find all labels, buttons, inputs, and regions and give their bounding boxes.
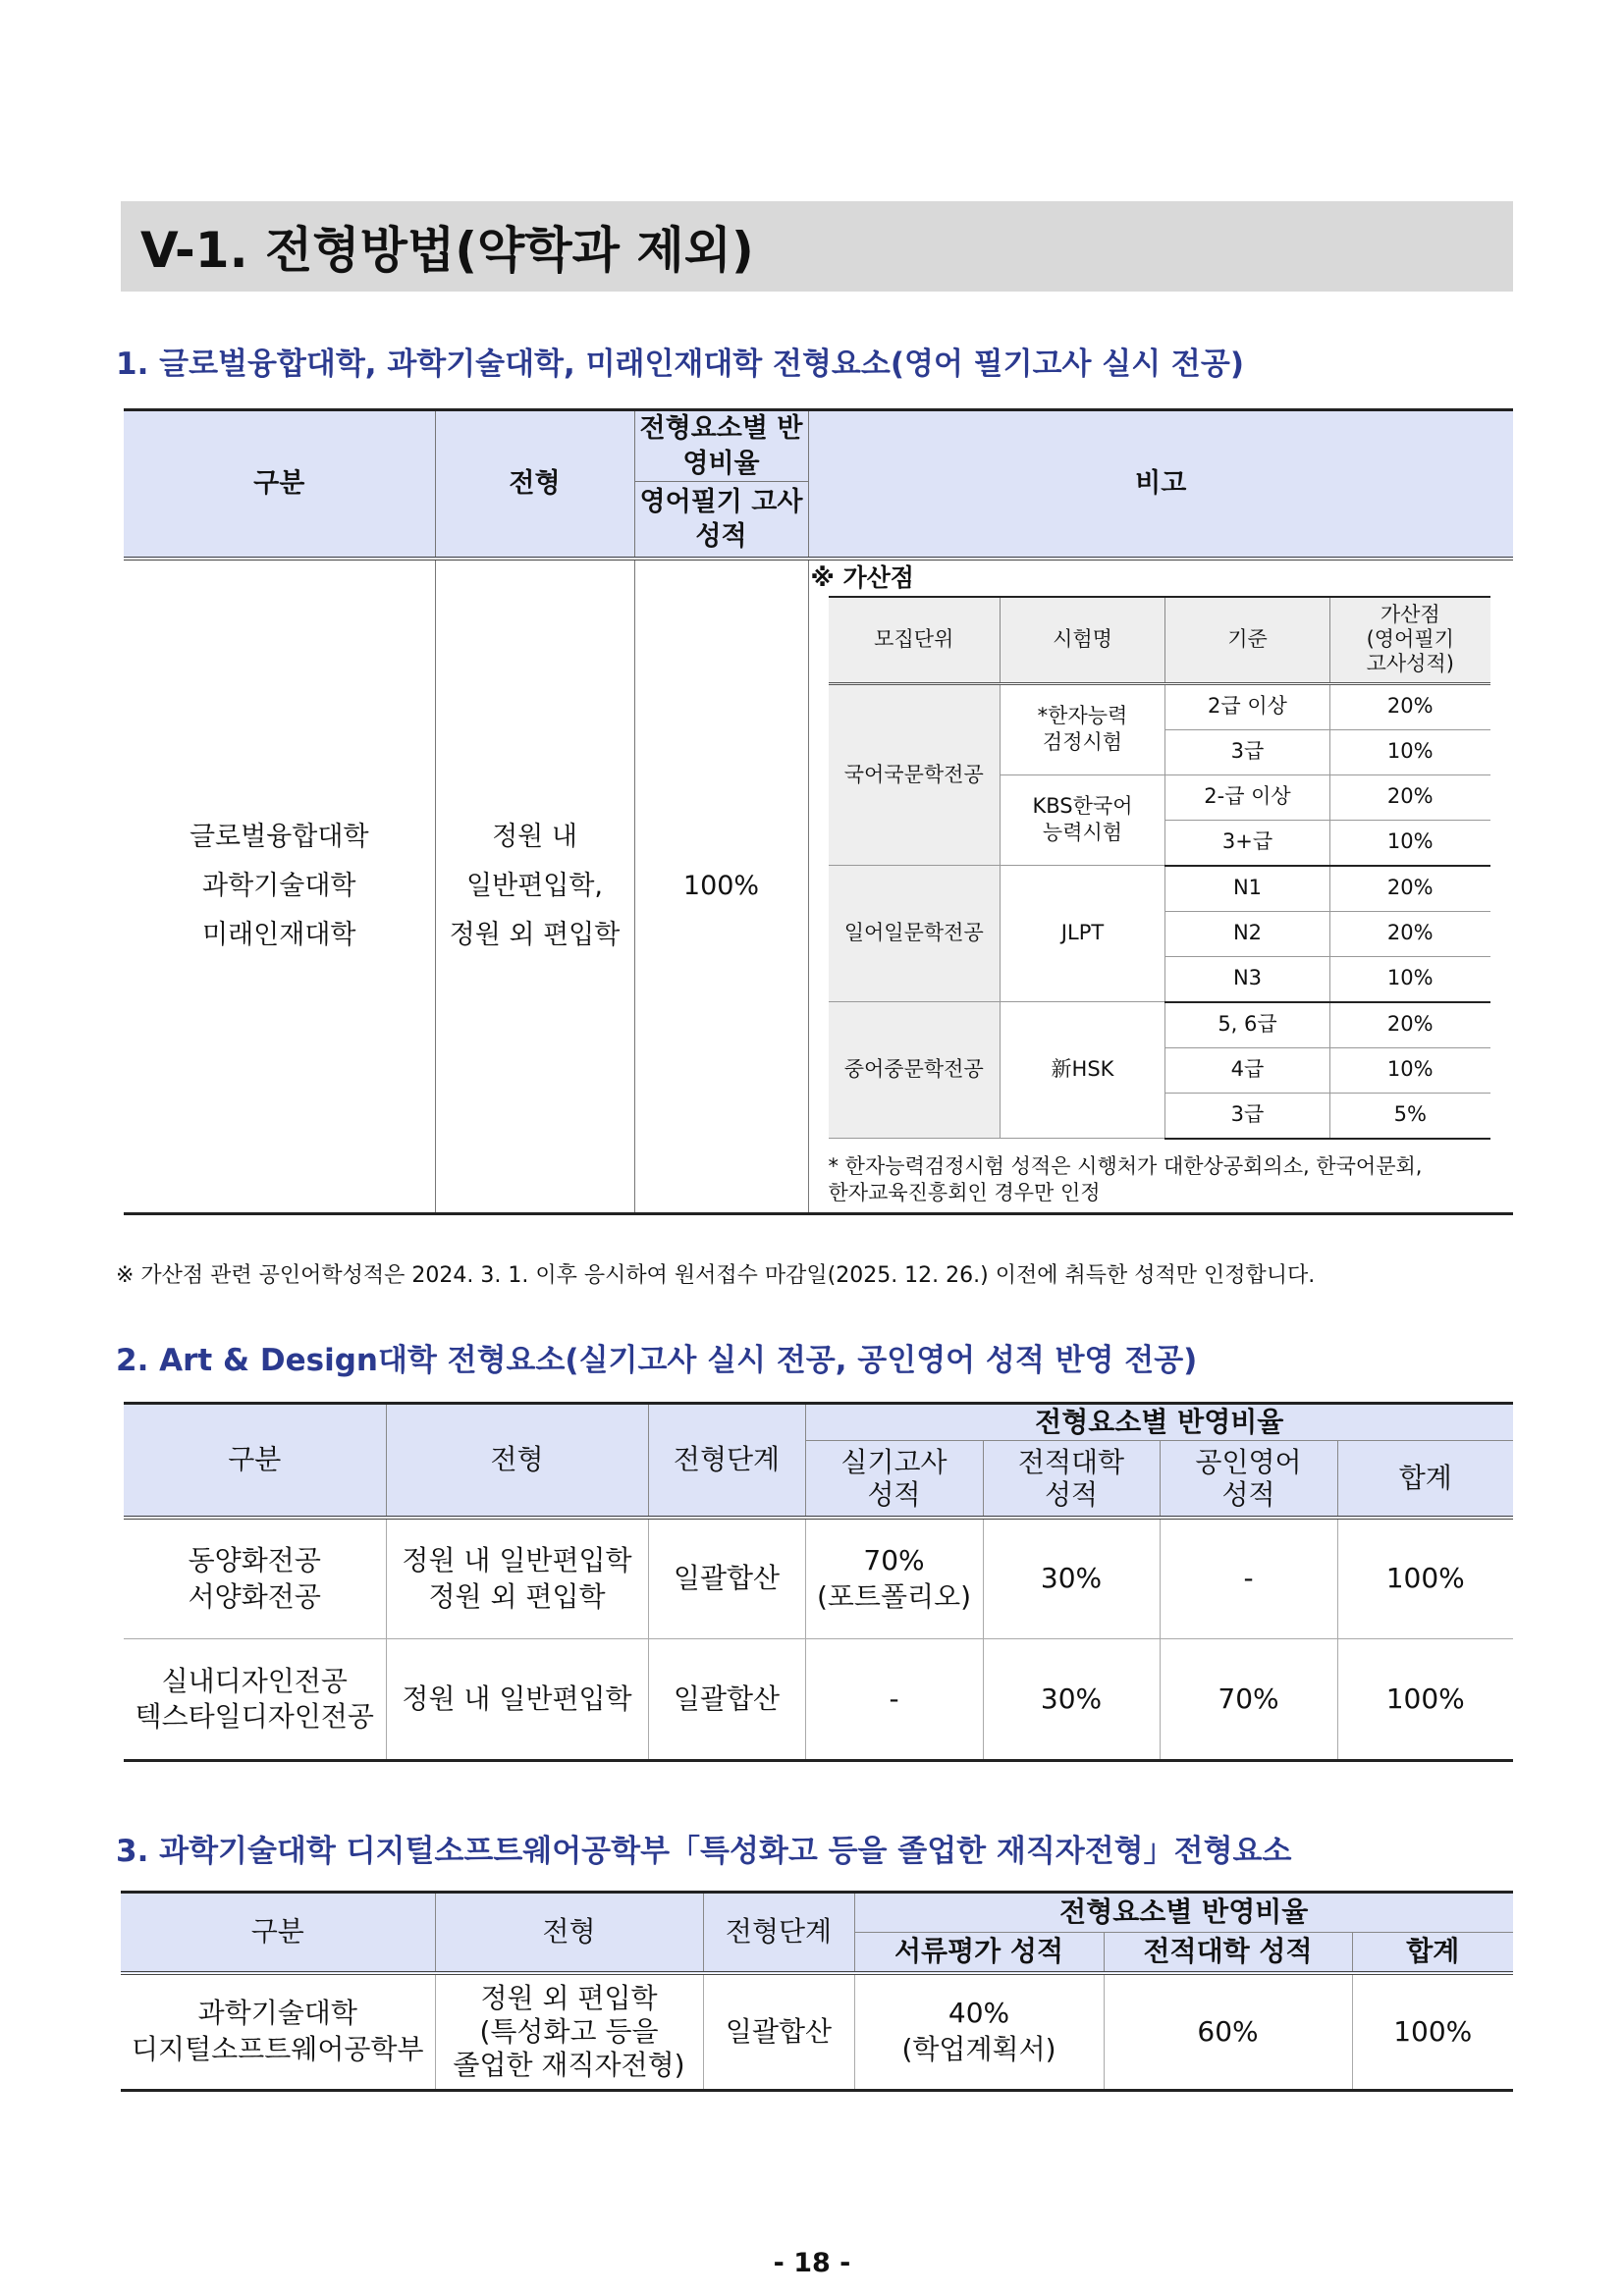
bonus-criteria: 3+급 xyxy=(1165,820,1330,866)
header-ratio: 전형요소별 반영비율 xyxy=(634,410,808,482)
bonus-points: 20% xyxy=(1330,866,1490,912)
bonus-criteria: 2급 이상 xyxy=(1165,683,1330,729)
header-remarks: 비고 xyxy=(808,410,1513,559)
row-admission: 정원 내 일반편입학 정원 외 편입학 xyxy=(386,1518,648,1639)
bonus-points: 10% xyxy=(1330,729,1490,774)
row-stage: 일괄합산 xyxy=(703,1973,854,2091)
row-total: 100% xyxy=(1337,1639,1513,1761)
header-documents: 서류평가 성적 xyxy=(854,1933,1104,1973)
row-category: 실내디자인전공 텍스타일디자인전공 xyxy=(124,1639,386,1761)
header-category: 구분 xyxy=(121,1893,435,1973)
bonus-exam-hanja: *한자능력 검정시험 xyxy=(1001,683,1165,774)
bonus-points: 10% xyxy=(1330,1047,1490,1093)
row-category: 글로벌융합대학 과학기술대학 미래인재대학 xyxy=(124,559,435,1214)
row-documents: 40% (학업계획서) xyxy=(854,1973,1104,2091)
header-admission: 전형 xyxy=(435,1893,703,1973)
bonus-criteria: 5, 6급 xyxy=(1165,1002,1330,1048)
row-practical: - xyxy=(805,1639,983,1761)
section3-table xyxy=(121,1891,1513,2092)
bonus-header-exam: 시험명 xyxy=(1001,597,1165,684)
bonus-unit-japanese: 일어일문학전공 xyxy=(829,866,1001,1002)
row-english: 70% xyxy=(1160,1639,1337,1761)
bonus-header-unit: 모집단위 xyxy=(829,597,1001,684)
bonus-criteria: N1 xyxy=(1165,866,1330,912)
bonus-points: 20% xyxy=(1330,774,1490,820)
section2-table xyxy=(124,1402,1513,1762)
row-total: 100% xyxy=(1352,1973,1513,2091)
bonus-header-criteria: 기준 xyxy=(1165,597,1330,684)
row-category: 과학기술대학 디지털소프트웨어공학부 xyxy=(121,1973,435,2091)
bonus-unit-korean: 국어국문학전공 xyxy=(829,683,1001,866)
header-prev-univ: 전적대학 성적 xyxy=(983,1441,1160,1518)
header-ratio: 전형요소별 반영비율 xyxy=(854,1893,1513,1933)
bonus-unit-chinese: 중어중문학전공 xyxy=(829,1002,1001,1139)
header-stage: 전형단계 xyxy=(648,1404,805,1518)
row-ratio: 100% xyxy=(634,559,808,1214)
section3-heading: 3. 과학기술대학 디지털소프트웨어공학부「특성화고 등을 졸업한 재직자전형」전형요소 xyxy=(116,1834,1292,1869)
header-total: 합계 xyxy=(1352,1933,1513,1973)
bonus-criteria: 2-급 이상 xyxy=(1165,774,1330,820)
row-practical: 70% (포트폴리오) xyxy=(805,1518,983,1639)
page-title: V-1. 전형방법(약학과 제외) xyxy=(121,201,1513,292)
row-stage: 일괄합산 xyxy=(648,1639,805,1761)
bonus-points: 5% xyxy=(1330,1093,1490,1139)
bonus-points: 10% xyxy=(1330,956,1490,1002)
bonus-cell xyxy=(808,559,1513,1214)
row-prev-univ: 30% xyxy=(983,1639,1160,1761)
row-prev-univ: 30% xyxy=(983,1518,1160,1639)
bonus-title: ※ 가산점 xyxy=(810,562,914,592)
header-admission: 전형 xyxy=(386,1404,648,1518)
header-admission: 전형 xyxy=(435,410,634,559)
row-admission: 정원 외 편입학 (특성화고 등을 졸업한 재직자전형) xyxy=(435,1973,703,2091)
row-prev-univ: 60% xyxy=(1104,1973,1352,2091)
bonus-points: 20% xyxy=(1330,911,1490,956)
header-category: 구분 xyxy=(124,410,435,559)
section1-table xyxy=(124,408,1513,1215)
row-english: - xyxy=(1160,1518,1337,1639)
bonus-points: 10% xyxy=(1330,820,1490,866)
header-total: 합계 xyxy=(1337,1441,1513,1518)
bonus-table xyxy=(829,596,1490,1140)
header-category: 구분 xyxy=(124,1404,386,1518)
bonus-exam-hsk: 新HSK xyxy=(1001,1002,1165,1139)
row-admission: 정원 내 일반편입학 xyxy=(386,1639,648,1761)
bonus-criteria: N2 xyxy=(1165,911,1330,956)
bonus-footnote: * 한자능력검정시험 성적은 시행처가 대한상공회의소, 한국어문회, 한자교육진흥회인 경우만 인정 xyxy=(828,1153,1423,1204)
header-stage: 전형단계 xyxy=(703,1893,854,1973)
bonus-criteria: 3급 xyxy=(1165,1093,1330,1139)
section2-heading: 2. Art & Design대학 전형요소(실기고사 실시 전공, 공인영어 성적 반영 전공) xyxy=(116,1343,1198,1378)
header-english: 공인영어 성적 xyxy=(1160,1441,1337,1518)
page-number: - 18 - xyxy=(773,2248,851,2278)
header-practical: 실기고사 성적 xyxy=(805,1441,983,1518)
bonus-criteria: 3급 xyxy=(1165,729,1330,774)
row-admission: 정원 내 일반편입학, 정원 외 편입학 xyxy=(435,559,634,1214)
bonus-exam-jlpt: JLPT xyxy=(1001,866,1165,1002)
header-prev-univ: 전적대학 성적 xyxy=(1104,1933,1352,1973)
bonus-exam-kbs: KBS한국어 능력시험 xyxy=(1001,774,1165,866)
section1-heading: 1. 글로벌융합대학, 과학기술대학, 미래인재대학 전형요소(영어 필기고사 실시 전공) xyxy=(116,347,1244,382)
header-english-exam: 영어필기 고사성적 xyxy=(634,482,808,559)
bonus-points: 20% xyxy=(1330,683,1490,729)
bonus-criteria: N3 xyxy=(1165,956,1330,1002)
bonus-note: ※ 가산점 관련 공인어학성적은 2024. 3. 1. 이후 응시하여 원서접수 마감일(2025. 12. 26.) 이전에 취득한 성적만 인정합니다. xyxy=(116,1263,1316,1288)
row-stage: 일괄합산 xyxy=(648,1518,805,1639)
bonus-header-points: 가산점 (영어필기 고사성적) xyxy=(1330,597,1490,684)
row-total: 100% xyxy=(1337,1518,1513,1639)
header-ratio: 전형요소별 반영비율 xyxy=(805,1404,1513,1441)
bonus-criteria: 4급 xyxy=(1165,1047,1330,1093)
bonus-points: 20% xyxy=(1330,1002,1490,1048)
row-category: 동양화전공 서양화전공 xyxy=(124,1518,386,1639)
